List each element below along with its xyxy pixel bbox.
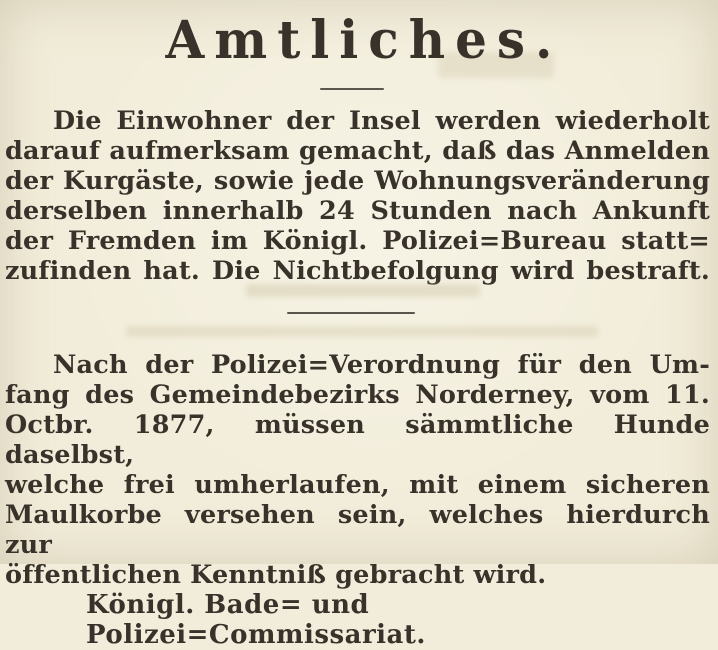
section-divider-short	[320, 88, 384, 90]
text-line: welche frei umherlaufen, mit einem sicheren	[5, 470, 710, 500]
showthrough-artifact	[126, 326, 598, 337]
text-line: Maulkorbe versehen sein, welches hierdurch zur	[5, 500, 710, 560]
text-line: Nach der Polizei=Verordnung für den Um-	[53, 350, 710, 380]
text-line: der Fremden im Königl. Polizei=Bureau statt=	[5, 226, 710, 256]
text-line: zufinden hat. Die Nichtbefolgung wird bestraft.	[5, 256, 710, 286]
text-line: derselben innerhalb 24 Stunden nach Ankunft	[5, 196, 710, 226]
text-line: Die Einwohner der Insel werden wiederholt	[53, 106, 710, 136]
section-divider-long	[287, 312, 415, 314]
text-line: darauf aufmerksam gemacht, daß das Anmelden	[5, 136, 710, 166]
text-line: fang des Gemeindebezirks Norderney, vom 11.	[5, 380, 710, 410]
notice-paragraph-dogs	[0, 350, 718, 590]
notice-paragraph-registration	[0, 106, 718, 286]
signature-line: Königl. Bade= und Polizei=Commissariat.	[86, 590, 426, 650]
text-line: Octbr. 1877, müssen sämmtliche Hunde daselbst,	[5, 410, 710, 470]
text-line: öffentlichen Kenntniß gebracht wird.	[5, 560, 547, 590]
page-title: Amtliches.	[165, 9, 563, 71]
text-line: der Kurgäste, sowie jede Wohnungsveränderung	[5, 166, 710, 196]
